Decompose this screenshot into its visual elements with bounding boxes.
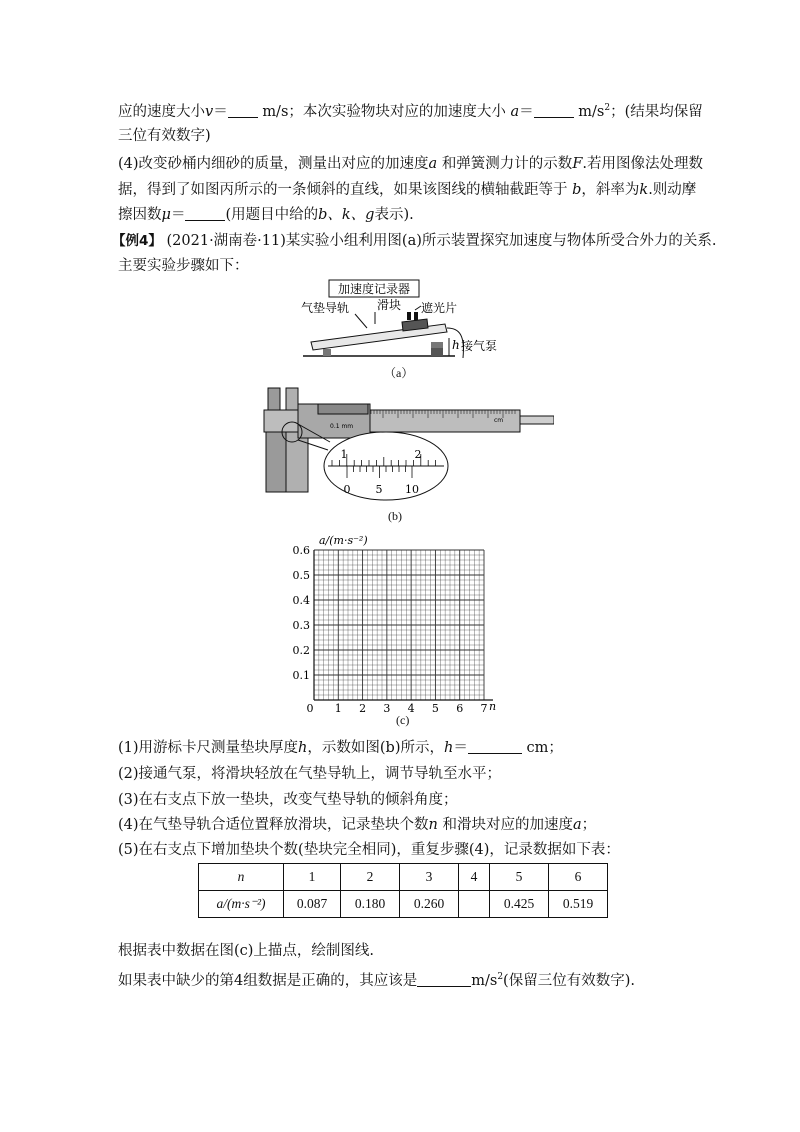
table-row	[199, 864, 608, 891]
y-tick-labels	[293, 544, 311, 682]
text: 如果表中缺少的第4组数据是正确的，其应该是	[118, 972, 418, 989]
depth-rod	[520, 416, 554, 424]
text: ＝	[213, 103, 228, 120]
text: 擦因数	[118, 207, 162, 223]
text: 表示).	[374, 207, 414, 223]
table-cell: 4	[459, 864, 490, 891]
unit-label: 0.1 mm	[330, 423, 354, 430]
vernier-label-10: 10	[405, 483, 419, 496]
x-tick-label: 0	[306, 702, 314, 715]
fixed-jaw	[266, 432, 286, 492]
y-tick-label: 0.1	[292, 669, 310, 682]
var-n: n	[428, 817, 438, 833]
step2: (2)接通气泵，将滑块轻放在气垫导轨上，调节导轨至水平；	[118, 766, 502, 782]
table-cell: 1	[284, 864, 341, 891]
text: (保留三位有效数字).	[503, 972, 635, 989]
figure-b-caption: (b)	[388, 509, 402, 523]
text: .若用图像法处理数	[582, 156, 703, 172]
h-label: h	[452, 338, 460, 352]
after-line2	[118, 967, 635, 991]
var-a: a	[573, 817, 582, 833]
text: m/s	[471, 972, 498, 989]
text: 某实验小组利用图(a)所示装置探究加速度与物体所受合外力的关系.	[285, 233, 717, 249]
step5: (5)在右支点下增加垫块个数(垫块完全相同)，重复步骤(4)，记录数据如下表：	[118, 842, 620, 858]
figure-c-grid	[285, 530, 515, 720]
pad-block	[431, 342, 443, 348]
x-tick-label: 7	[480, 702, 488, 715]
graph-paper	[314, 550, 484, 700]
table-cell: 2	[341, 864, 400, 891]
text: ＝	[519, 103, 534, 120]
vernier-label-5: 5	[375, 483, 383, 496]
table-cell: 3	[400, 864, 459, 891]
example4-line2: 主要实验步骤如下：	[118, 258, 249, 274]
pump-label: 接气泵	[461, 339, 498, 353]
var-mu: μ	[161, 207, 171, 223]
part4-line1	[118, 154, 703, 174]
sup: 2	[604, 103, 611, 113]
upper-jaw	[268, 388, 280, 410]
answer-blank-a4[interactable]	[417, 972, 471, 987]
figure-c-caption: (c)	[396, 713, 410, 727]
slider-label: 滑块	[377, 298, 402, 312]
table-row	[199, 891, 608, 918]
y-tick-label: 0.6	[292, 544, 310, 557]
table-cell: 6	[549, 864, 608, 891]
text: ；	[581, 817, 597, 833]
shade-label: 遮光片	[421, 301, 458, 315]
text: 和弹簧测力计的示数	[441, 156, 573, 172]
part3-line2: 三位有效数字)	[118, 128, 211, 144]
shade-piece	[407, 312, 411, 320]
text: (用题目中给的	[225, 207, 319, 223]
x-tick-label: 4	[407, 702, 415, 715]
shade-piece	[414, 312, 418, 320]
text: ；(结果均保留	[610, 103, 703, 120]
text: .则动摩	[648, 182, 697, 198]
var-F: F	[572, 156, 583, 172]
table-cell: 0.087	[284, 891, 341, 918]
var-h: h	[298, 740, 308, 756]
vernier-label-0: 0	[343, 483, 351, 496]
y-tick-label: 0.2	[292, 644, 310, 657]
example4-line1	[112, 231, 716, 251]
table-cell: 0.260	[400, 891, 459, 918]
var-b: b	[572, 182, 582, 198]
y-tick-label: 0.4	[292, 594, 310, 607]
var-v: v	[205, 103, 214, 120]
left-support	[323, 349, 331, 356]
upper-jaw	[286, 388, 298, 410]
text: m/s	[578, 103, 605, 120]
y-tick-label: 0.3	[292, 619, 310, 632]
text: (1)用游标卡尺测量垫块厚度	[118, 740, 299, 756]
data-table	[198, 863, 608, 918]
text: ＝	[453, 740, 468, 756]
table-header-cell: n	[199, 864, 284, 891]
example-tag: 【例4】	[112, 233, 162, 249]
recorder-label: 加速度记录器	[337, 282, 411, 296]
table-cell: 0.180	[341, 891, 400, 918]
part3-line1	[118, 98, 703, 122]
text: 和滑块对应的加速度	[442, 817, 573, 833]
text: ，示数如图(b)所示，	[307, 740, 444, 756]
var-k: k	[639, 182, 649, 198]
text: (4)在气垫导轨合适位置释放滑块，记录垫块个数	[118, 817, 429, 833]
main-scale-label-2: 2	[414, 448, 422, 461]
x-tick-label: 2	[359, 702, 367, 715]
x-tick-label: 3	[383, 702, 391, 715]
after-line1: 根据表中数据在图(c)上描点，绘制图线.	[118, 943, 375, 959]
y-axis-label: a/(m·s⁻²)	[319, 534, 368, 547]
figure-a-caption: （a）	[384, 366, 414, 380]
pad-block	[431, 348, 443, 356]
part4-line3	[118, 205, 414, 225]
rail-pointer	[355, 314, 367, 328]
table-cell: 0.519	[549, 891, 608, 918]
var-a: a	[510, 103, 520, 120]
var-a: a	[428, 156, 438, 172]
x-tick-label: 5	[431, 702, 439, 715]
x-tick-label: 6	[456, 702, 464, 715]
table-cell: 0.425	[490, 891, 549, 918]
main-scale-label-1: 1	[340, 448, 348, 461]
x-tick-label: 1	[334, 702, 342, 715]
answer-blank-mu[interactable]	[185, 206, 225, 221]
text: (4)改变砂桶内细砂的质量，测量出对应的加速度	[118, 156, 429, 172]
text: ＝	[170, 207, 186, 223]
figure-a-apparatus	[295, 276, 525, 376]
table-cell: 5	[490, 864, 549, 891]
part4-line2	[118, 180, 696, 200]
answer-blank-v[interactable]	[228, 103, 258, 118]
step3: (3)在右支点下放一垫块，改变气垫导轨的倾斜角度；	[118, 792, 458, 808]
var-h: h	[444, 740, 454, 756]
table-cell-missing[interactable]	[459, 891, 490, 918]
text: 应的速度大小	[118, 103, 205, 120]
sup: 2	[497, 972, 504, 982]
text: cm；	[526, 740, 563, 756]
lock-screw	[318, 404, 368, 414]
text: 据，得到了如图丙所示的一条倾斜的直线，如果该图线的横轴截距等于	[118, 182, 568, 198]
step4	[118, 815, 596, 835]
figure-b-caliper	[248, 382, 554, 506]
answer-blank-a[interactable]	[534, 103, 574, 118]
text: m/s；本次实验物块对应的加速度大小	[262, 103, 506, 120]
table-header-cell: a/(m·s⁻²)	[199, 891, 284, 918]
cm-label: cm	[494, 417, 504, 424]
text: ，斜率为	[581, 182, 640, 198]
step1	[118, 738, 563, 758]
y-tick-label: 0.5	[292, 569, 310, 582]
answer-blank-h[interactable]	[468, 739, 522, 754]
vars: b、k、g	[318, 207, 375, 223]
rail-label: 气垫导轨	[301, 301, 350, 315]
x-axis-label: n	[489, 700, 497, 713]
source: (2021·湖南卷·11)	[166, 233, 286, 249]
